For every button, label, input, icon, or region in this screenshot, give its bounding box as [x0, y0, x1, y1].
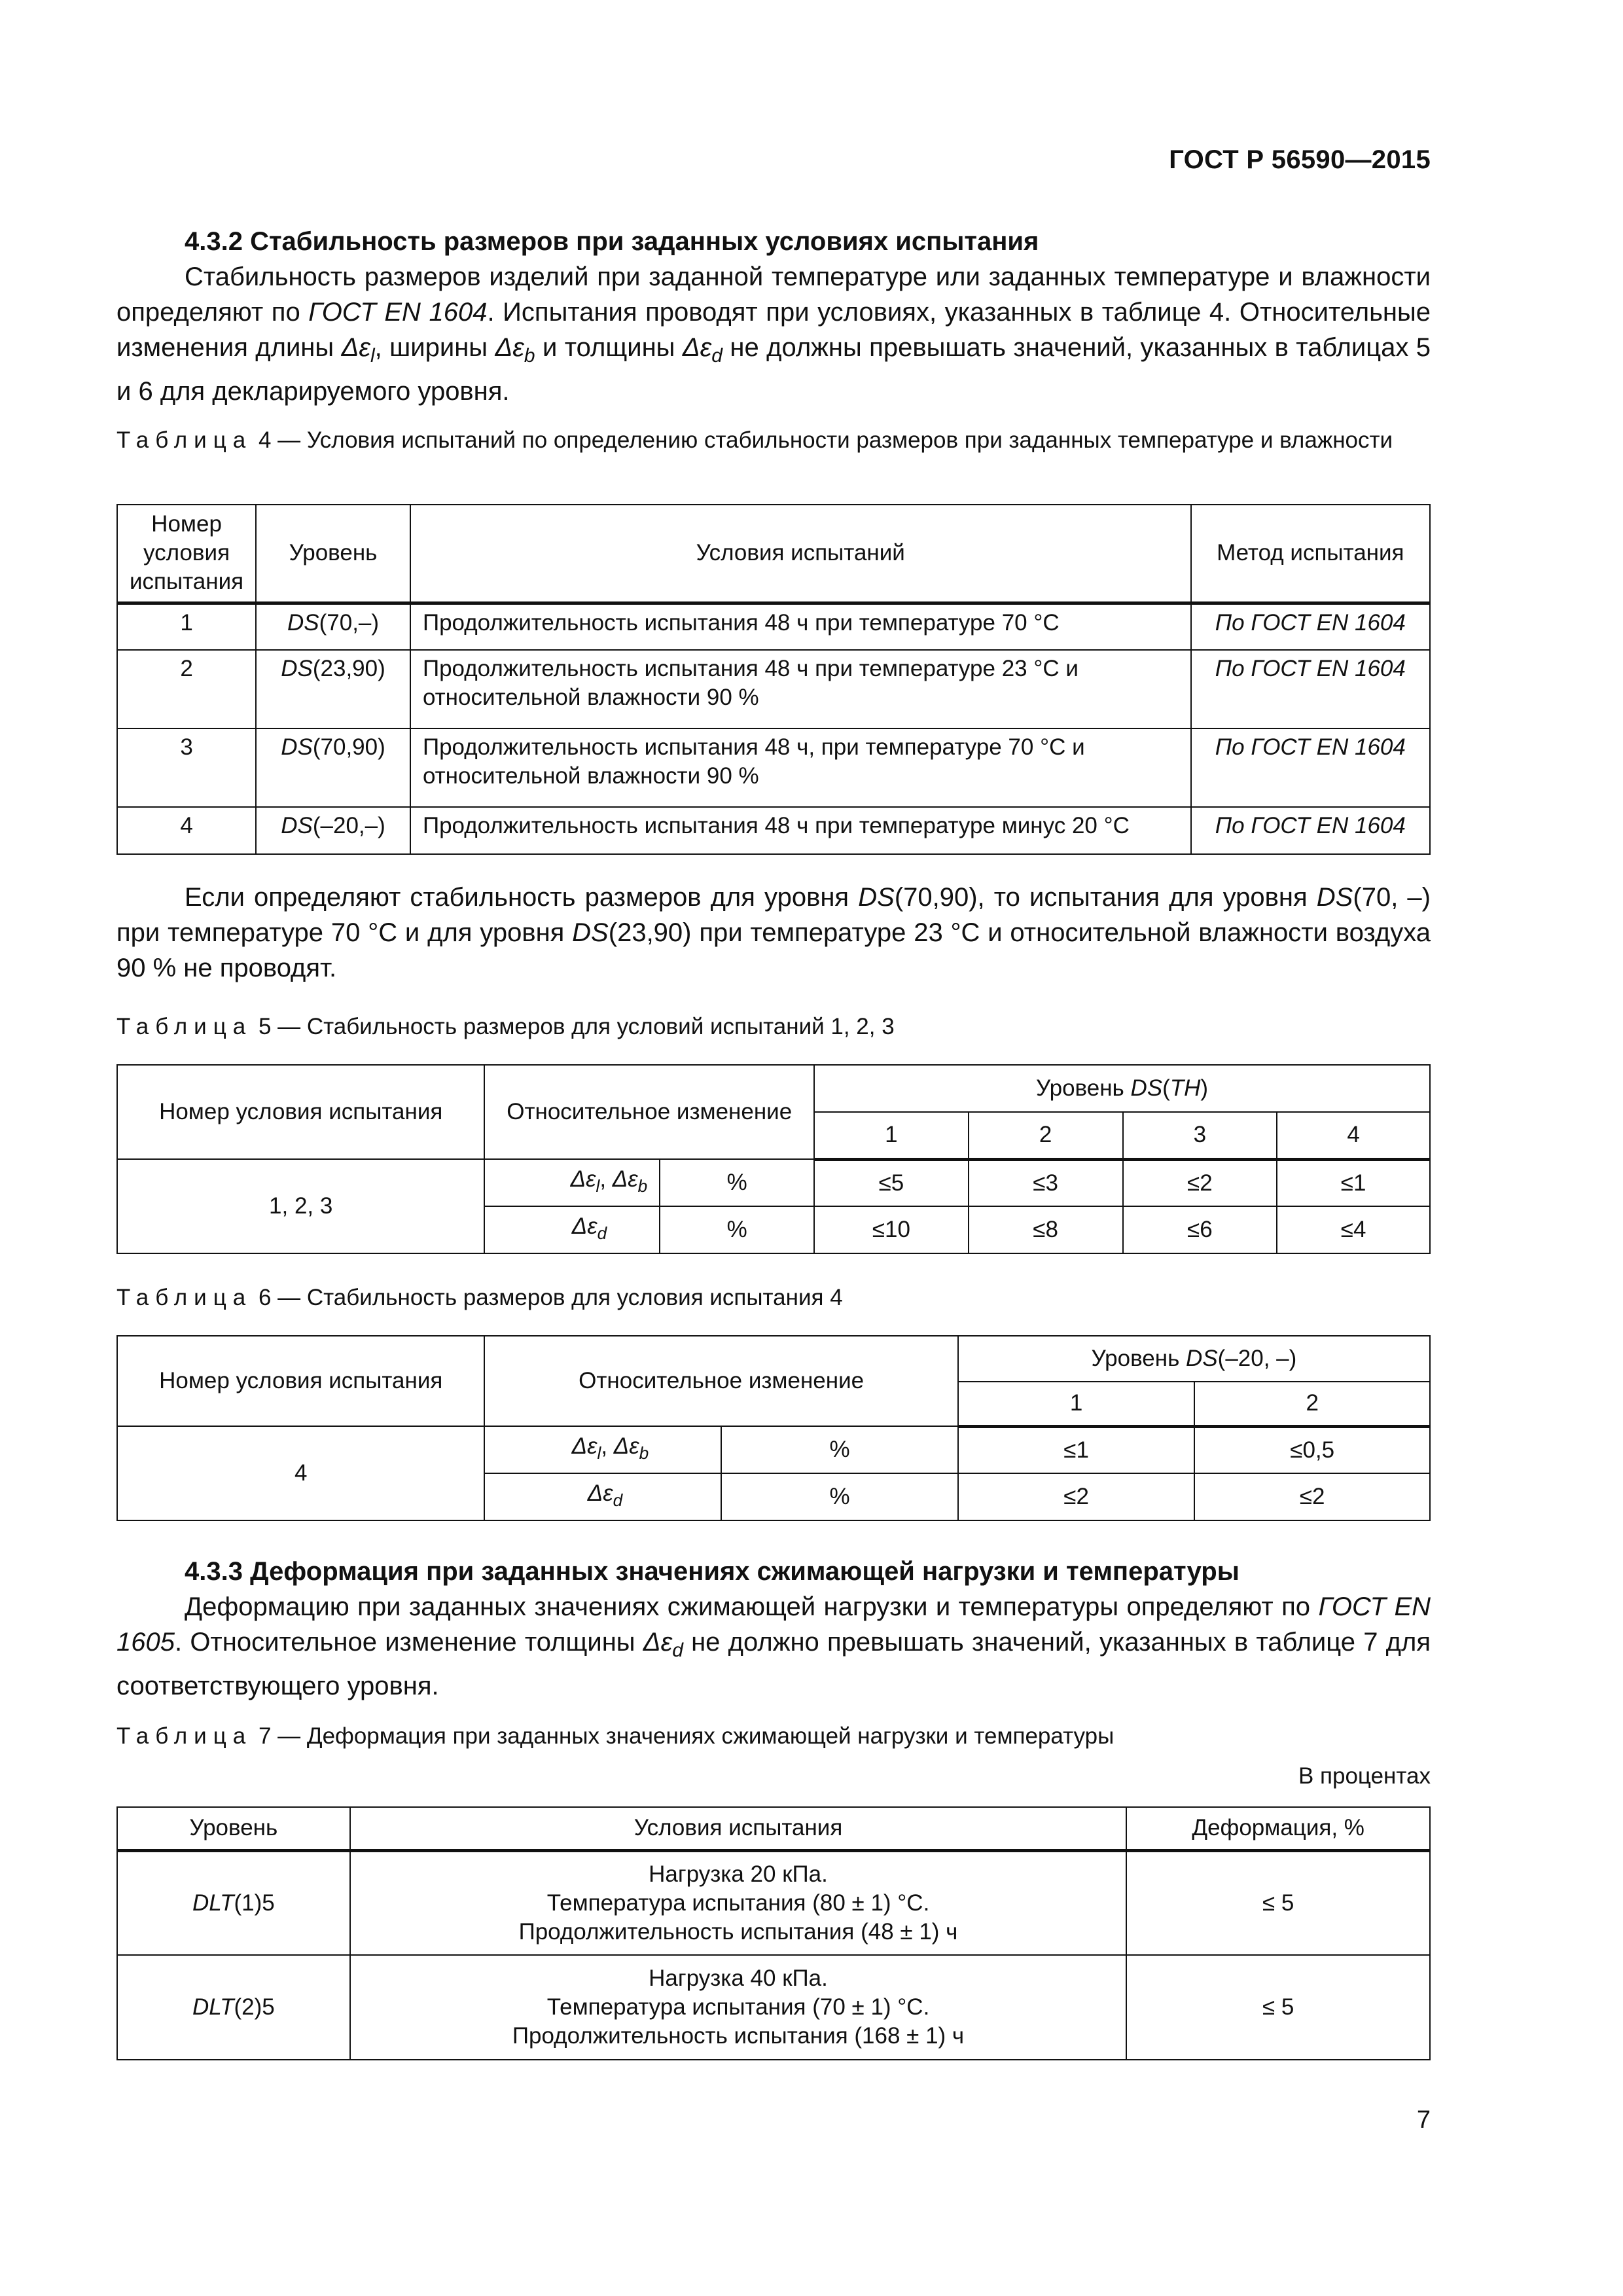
- cell-unit: %: [660, 1206, 814, 1253]
- level-code: DS: [287, 609, 319, 636]
- header-text: (–20, –): [1217, 1346, 1297, 1371]
- cell-value: ≤10: [814, 1206, 969, 1253]
- cell-value: ≤5: [814, 1159, 969, 1206]
- level-code: DS: [572, 918, 609, 947]
- level-number: 4: [1277, 1112, 1430, 1159]
- level-code: DLT: [192, 1890, 234, 1916]
- table-6-header-relative-change: Относительное изменение: [484, 1336, 957, 1426]
- table-row: [117, 650, 1430, 728]
- table-4-header-level: Уровень: [256, 505, 410, 603]
- cell-level: [256, 807, 410, 854]
- symbol-delta-eps: Δε: [587, 1480, 613, 1506]
- header-text: Уровень: [1035, 1075, 1131, 1101]
- paragraph-text: Стабильность размеров изделий при заданной температуре или заданных температуре и влажности определяют по: [116, 262, 1431, 327]
- table-7: [116, 1806, 1431, 2060]
- cell-method: По ГОСТ EN 1604: [1191, 650, 1430, 728]
- paragraph-text: . Испытания проводят при условиях, указанных в таблице 4. Относительные изменения длины: [116, 298, 1431, 362]
- section-4-3-3-title: 4.3.3 Деформация при заданных значениях сжимающей нагрузки и температуры: [185, 1557, 1240, 1586]
- document-code-header: ГОСТ Р 56590—2015: [1169, 145, 1431, 174]
- cell-conditions: Продолжительность испытания 48 ч при температуре минус 20 °С: [410, 807, 1191, 854]
- level-code: DS: [1186, 1346, 1218, 1371]
- cell-value: ≤0,5: [1194, 1426, 1430, 1473]
- condition-line: Продолжительность испытания (168 ± 1) ч: [512, 2023, 965, 2049]
- note-paragraph: [116, 880, 1431, 986]
- symbol-subscript: l: [597, 1443, 601, 1463]
- level-params: (70,90): [312, 734, 385, 760]
- table-4-header-conditions: Условия испытаний: [410, 505, 1191, 603]
- cell-level: [117, 1850, 350, 1955]
- table-5-header-relative-change: Относительное изменение: [484, 1065, 814, 1159]
- cell-value: ≤2: [1194, 1473, 1430, 1520]
- table-7-header-conditions: Условия испытания: [350, 1807, 1127, 1850]
- symbol-delta-eps: Δε: [495, 333, 524, 362]
- level-number: 3: [1123, 1112, 1277, 1159]
- paragraph-text: Если определяют стабильность размеров для уровня: [185, 883, 859, 912]
- cell-unit: %: [660, 1159, 814, 1206]
- cell-conditions: [350, 1955, 1127, 2060]
- paragraph-text: (23,90) при температуре 23 °С и относительной влажности воздуха 90 % не проводят.: [116, 918, 1431, 982]
- symbol-subscript: b: [637, 1176, 648, 1196]
- table-6: [116, 1335, 1431, 1521]
- cell-condition-numbers: 1, 2, 3: [117, 1159, 484, 1253]
- cell-value: ≤1: [1277, 1159, 1430, 1206]
- cell-conditions: Продолжительность испытания 48 ч, при температуре 70 °С и относительной влажности 90 %: [410, 728, 1191, 807]
- paragraph-text: , ширины: [374, 333, 495, 362]
- separator: ,: [599, 1166, 613, 1192]
- paragraph-text: (70,90), то испытания для уровня: [894, 883, 1317, 912]
- symbol-delta-eps: Δε: [613, 1433, 639, 1459]
- symbol-subscript: d: [711, 345, 722, 367]
- table-4-header-number: Номер условия испытания: [117, 505, 256, 603]
- header-text: (: [1162, 1075, 1170, 1101]
- page-number: 7: [1416, 2106, 1431, 2134]
- standard-reference: ГОСТ EN 1605: [116, 1592, 1431, 1657]
- cell-unit: %: [721, 1426, 958, 1473]
- symbol-subscript: d: [672, 1640, 683, 1661]
- symbol-delta-eps: Δε: [341, 333, 370, 362]
- cell-method: По ГОСТ EN 1604: [1191, 603, 1430, 650]
- section-4-3-2-title: 4.3.2 Стабильность размеров при заданных условиях испытания: [185, 227, 1039, 256]
- table-7-header-level: Уровень: [117, 1807, 350, 1850]
- header-text: ): [1200, 1075, 1209, 1101]
- table-5-header-level: [814, 1065, 1430, 1112]
- note-paragraph-block: [116, 880, 1431, 986]
- condition-line: Продолжительность испытания (48 ± 1) ч: [518, 1918, 958, 1945]
- section-4-3-2: [116, 224, 1431, 409]
- cell-number: 3: [117, 728, 256, 807]
- caption-text: 7 — Деформация при заданных значениях сжимающей нагрузки и температуры: [252, 1723, 1115, 1749]
- cell-value: ≤8: [969, 1206, 1123, 1253]
- level-params: (23,90): [312, 656, 385, 681]
- table-row: [117, 728, 1430, 807]
- cell-level: [117, 1955, 350, 2060]
- cell-conditions: Продолжительность испытания 48 ч при температуре 70 °С: [410, 603, 1191, 650]
- cell-value: ≤6: [1123, 1206, 1277, 1253]
- cell-condition-number: 4: [117, 1426, 484, 1520]
- cell-conditions: Продолжительность испытания 48 ч при температуре 23 °С и относительной влажности 90 %: [410, 650, 1191, 728]
- caption-label: Таблица: [116, 427, 253, 453]
- caption-text: 6 — Стабильность размеров для условия испытания 4: [252, 1285, 843, 1310]
- symbol-delta-eps: Δε: [570, 1166, 596, 1192]
- cell-method: По ГОСТ EN 1604: [1191, 807, 1430, 854]
- level-number: 2: [969, 1112, 1123, 1159]
- header-text: Уровень: [1091, 1346, 1186, 1371]
- condition-line: Температура испытания (70 ± 1) °С.: [546, 1994, 930, 2020]
- symbol-delta-eps: Δε: [571, 1433, 597, 1459]
- paragraph-text: Деформацию при заданных значениях сжимающей нагрузки и температуры определяют по: [185, 1592, 1319, 1621]
- level-params: (2)5: [234, 1994, 275, 2020]
- cell-level: [256, 650, 410, 728]
- caption-text: 5 — Стабильность размеров для условий испытаний 1, 2, 3: [252, 1014, 895, 1039]
- cell-symbol: [484, 1473, 721, 1520]
- table-6-header-number: Номер условия испытания: [117, 1336, 484, 1426]
- level-code: DLT: [192, 1994, 234, 2020]
- cell-value: ≤3: [969, 1159, 1123, 1206]
- symbol-subscript: l: [370, 345, 375, 367]
- caption-text: 4 — Условия испытаний по определению стабильности размеров при заданных температуре и влажности: [252, 427, 1393, 453]
- level-number: 2: [1194, 1382, 1430, 1426]
- level-number: 1: [814, 1112, 969, 1159]
- table-row: [117, 1159, 1430, 1206]
- cell-deformation: ≤ 5: [1126, 1850, 1430, 1955]
- paragraph-text: не должно превышать значений, указанных в таблице 7 для соответствующего уровня.: [116, 1628, 1431, 1700]
- table-7-caption: [116, 1721, 1431, 1751]
- level-params: (–20,–): [312, 813, 385, 838]
- section-4-3-3: [116, 1554, 1431, 1704]
- standard-reference: ГОСТ EN 1604: [308, 298, 488, 327]
- caption-label: Таблица: [116, 1723, 253, 1749]
- cell-conditions: [350, 1850, 1127, 1955]
- condition-line: Нагрузка 40 кПа.: [649, 1965, 828, 1991]
- symbol-delta-eps: Δε: [571, 1213, 597, 1239]
- table-row: [117, 807, 1430, 854]
- table-5-caption: [116, 1012, 1431, 1042]
- cell-symbol: [484, 1426, 721, 1473]
- table-7-units: В процентах: [1298, 1763, 1431, 1789]
- cell-number: 4: [117, 807, 256, 854]
- table-4: [116, 504, 1431, 855]
- level-code: DS: [858, 883, 895, 912]
- paragraph-text: и толщины: [535, 333, 683, 362]
- symbol-delta-eps: Δε: [612, 1166, 638, 1192]
- level-code: DS: [281, 813, 313, 838]
- symbol-subscript: d: [597, 1223, 607, 1243]
- paragraph-text: (70, –) при температуре 70 °С и для уровня: [116, 883, 1431, 947]
- cell-value: ≤2: [958, 1473, 1195, 1520]
- symbol-subscript: l: [596, 1176, 600, 1196]
- level-code: TH: [1169, 1075, 1201, 1101]
- level-params: (70,–): [319, 609, 380, 636]
- cell-level: [256, 603, 410, 650]
- cell-value: ≤4: [1277, 1206, 1430, 1253]
- paragraph-text: не должны превышать значений, указанных в таблицах 5 и 6 для декларируемого уровня.: [116, 333, 1431, 406]
- table-5: [116, 1064, 1431, 1254]
- symbol-subscript: d: [613, 1490, 623, 1510]
- cell-number: 1: [117, 603, 256, 650]
- symbol-subscript: b: [524, 345, 535, 367]
- section-4-3-3-paragraph: [116, 1589, 1431, 1704]
- table-row: [117, 1955, 1430, 2060]
- section-4-3-2-paragraph: [116, 259, 1431, 409]
- table-row: [117, 1850, 1430, 1955]
- cell-method: По ГОСТ EN 1604: [1191, 728, 1430, 807]
- cell-value: ≤1: [958, 1426, 1195, 1473]
- condition-line: Нагрузка 20 кПа.: [649, 1861, 828, 1887]
- table-7-header-deformation: Деформация, %: [1126, 1807, 1430, 1850]
- table-6-caption: [116, 1283, 1431, 1313]
- cell-number: 2: [117, 650, 256, 728]
- cell-value: ≤2: [1123, 1159, 1277, 1206]
- cell-symbol: [484, 1206, 660, 1253]
- caption-label: Таблица: [116, 1285, 253, 1310]
- level-code: DS: [1316, 883, 1353, 912]
- cell-level: [256, 728, 410, 807]
- caption-label: Таблица: [116, 1014, 253, 1039]
- table-row: [117, 603, 1430, 650]
- cell-unit: %: [721, 1473, 958, 1520]
- level-number: 1: [958, 1382, 1195, 1426]
- table-6-header-level: [958, 1336, 1430, 1382]
- table-row: [117, 1426, 1430, 1473]
- level-code: DS: [281, 734, 313, 760]
- paragraph-text: . Относительное изменение толщины: [174, 1628, 643, 1657]
- table-4-caption: [116, 425, 1431, 456]
- table-4-header-method: Метод испытания: [1191, 505, 1430, 603]
- symbol-delta-eps: Δε: [682, 333, 712, 362]
- table-5-header-number: Номер условия испытания: [117, 1065, 484, 1159]
- cell-deformation: ≤ 5: [1126, 1955, 1430, 2060]
- level-code: DS: [1130, 1075, 1163, 1101]
- condition-line: Температура испытания (80 ± 1) °С.: [546, 1890, 930, 1916]
- level-code: DS: [281, 656, 313, 681]
- level-params: (1)5: [234, 1890, 275, 1916]
- cell-symbol: [484, 1159, 660, 1206]
- symbol-subscript: b: [639, 1443, 649, 1463]
- separator: ,: [601, 1433, 614, 1459]
- symbol-delta-eps: Δε: [643, 1628, 673, 1657]
